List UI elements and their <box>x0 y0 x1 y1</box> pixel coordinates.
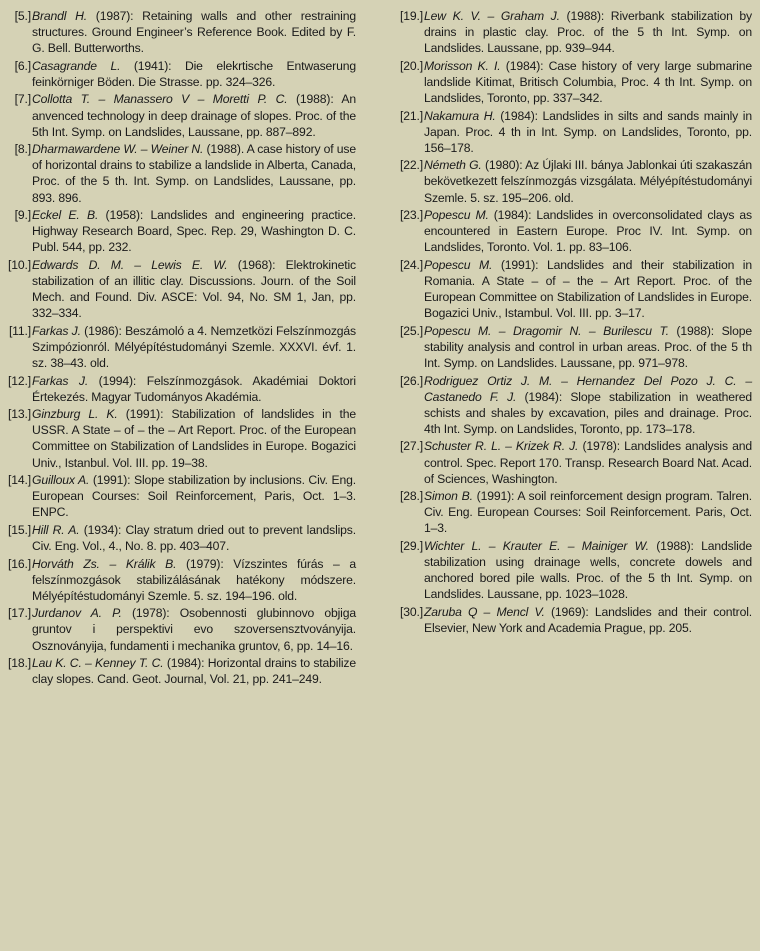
reference-item <box>4 655 356 687</box>
reference-item <box>396 108 752 156</box>
reference-text: (1988): Slope stability analysis and control in urban areas. Proc. of the 5 th Int. Symp. on Landslides. Laussane, pp. 971–978. <box>424 323 752 370</box>
reference-item <box>4 556 356 604</box>
reference-item <box>396 207 752 255</box>
reference-text: (1968): Elektrokinetic stabilization of an illitic clay. Discussions. Journ. of the Soil Mech. and Found. Div. ASCE: Vol. 94, No. SM 1, Jan, pp. 332–334. <box>32 257 356 321</box>
reference-authors: Eckel E. B. <box>32 208 99 223</box>
reference-authors: Németh G. <box>424 158 482 173</box>
reference-authors: Horváth Zs. – Králik B. <box>32 556 177 571</box>
reference-authors: Rodriguez Ortiz J. M. – Hernandez Del Pozo J. C. – Castanedo F. J. <box>424 373 752 404</box>
reference-text: (1978): Osobennosti glubinnovo objiga gruntov i perspektivi evo szoversensztvoványija. Osznoványija, fundamenti i mechanika gruntov, 6, pp. 14–16. <box>32 606 356 653</box>
reference-authors: Schuster R. L. – Krizek R. J. <box>424 439 579 454</box>
reference-number: [6.] <box>14 58 31 73</box>
reference-text: (1984): Slope stabilization in weathered schists and shales by excavation, piles and drainage. Proc. 4th Int. Symp. on Landslides, Toronto, pp. 173–178. <box>424 389 752 436</box>
reference-item <box>396 604 752 636</box>
reference-text: (1988): Riverbank stabilization by drains in plastic clay. Proc. of the 5 th Int. Symp. on Landslides. Laussane, pp. 939–944. <box>424 9 753 56</box>
reference-number: [12.] <box>8 373 31 388</box>
reference-text: (1984): Horizontal drains to stabilize clay slopes. Cand. Geot. Journal, Vol. 21, pp. 241–249. <box>32 656 357 687</box>
reference-number: [13.] <box>8 407 31 422</box>
reference-item <box>4 207 356 255</box>
reference-number: [18.] <box>8 656 31 671</box>
reference-authors: Dharmawardene W. – Weiner N. <box>32 142 204 157</box>
reference-number: [28.] <box>400 489 423 504</box>
reference-text: (1988): Landslide stabilization using drainage wells, concrete dowels and anchored bored pile walls. Proc. of the 5 th Int. Symp. on Landslides. Laussane, pp. 1023–1028. <box>424 539 752 602</box>
reference-text: (1941): Die elekrtische Entwaserung feinkörniger Böden. Die Strasse. pp. 324–326. <box>32 58 356 89</box>
reference-text: (1991): A soil reinforcement design program. Talren. Civ. Eng. European Courses: Soil Reinforcement. Paris, Oct. 1–3. <box>424 489 752 536</box>
reference-text: (1991): Landslides and their stabilization in Romania. A State – of – the – Art Report. Proc. of the European Committee on Stabilization of Landslides in Europe. Bogazici Univ., Istambul. Vol. III. pp. 3–17. <box>424 257 752 321</box>
reference-item <box>396 373 752 437</box>
reference-item <box>396 538 752 602</box>
reference-authors: Ginzburg L. K. <box>32 407 118 422</box>
reference-item <box>4 58 356 90</box>
reference-number: [22.] <box>400 158 423 173</box>
reference-item <box>396 257 752 321</box>
reference-number: [7.] <box>14 92 31 107</box>
reference-authors: Brandl H. <box>32 9 88 23</box>
reference-number: [27.] <box>400 439 423 454</box>
reference-authors: Edwards D. M. – Lewis E. W. <box>32 257 228 272</box>
reference-item <box>4 8 356 56</box>
reference-number: [26.] <box>400 373 423 388</box>
reference-item <box>396 8 752 56</box>
reference-item <box>4 522 356 554</box>
reference-number: [10.] <box>8 257 31 272</box>
reference-item <box>4 257 356 321</box>
reference-text: (1984): Landslides in overconsolidated clays as encountered in Eastern Europe. Proc IV. Int. Symp. on Landslides, Toronto. Vol. 1. pp. 83–106. <box>424 208 752 255</box>
reference-number: [5.] <box>14 9 31 23</box>
reference-text: (1988). A case history of use of horizontal drains to stabilize a landslide in Alberta, Canada, Proc. of the 5 th. Int. Symp. on Landslides, Laussane, pp. 893. 896. <box>32 142 356 205</box>
reference-number: [15.] <box>8 522 31 537</box>
reference-item <box>396 323 752 371</box>
reference-item <box>4 91 356 139</box>
reference-authors: Nakamura H. <box>424 108 496 123</box>
reference-item <box>396 157 752 205</box>
reference-number: [14.] <box>8 473 31 488</box>
reference-item <box>396 58 752 106</box>
reference-authors: Morisson K. I. <box>424 58 501 73</box>
reference-column-left <box>4 8 356 689</box>
reference-authors: Farkas J. <box>32 373 89 388</box>
reference-item <box>4 373 356 405</box>
reference-authors: Zaruba Q – Mencl V. <box>424 604 545 619</box>
reference-number: [25.] <box>400 323 423 338</box>
reference-text: (1934): Clay stratum dried out to prevent landslips. Civ. Eng. Vol., 4., No. 8. pp. 403–407. <box>32 522 356 553</box>
reference-authors: Popescu M. – Dragomir N. – Burilescu T. <box>424 323 669 338</box>
reference-item <box>396 438 752 486</box>
reference-number: [23.] <box>400 208 423 223</box>
reference-number: [20.] <box>400 58 423 73</box>
reference-text: (1988): An anvenced technology in deep drainage of slopes. Proc. of the 5th Int. Symp. on Landslides, Laussane, pp. 887–892. <box>32 92 356 139</box>
reference-text: (1991): Slope stabilization by inclusions. Civ. Eng. European Courses: Soil Reinforcement, Paris, Oct. 1–3. ENPC. <box>32 473 356 520</box>
reference-number: [19.] <box>400 9 423 23</box>
reference-item <box>4 472 356 520</box>
reference-number: [24.] <box>400 257 423 272</box>
reference-item <box>4 605 356 653</box>
reference-authors: Casagrande L. <box>32 58 121 73</box>
reference-authors: Hill R. A. <box>32 522 80 537</box>
reference-text: (1991): Stabilization of landslides in the USSR. A State – of – the – Art Report. Proc. of the European Committee on Stabilization of Landslides in Europe. Bogazici Univ., Istanbul. Vol. III. pp. 19–38. <box>32 407 356 470</box>
reference-text: (1984): Landslides in silts and sands mainly in Japan. Proc. 4 th in Int. Symp. on Landslides, Toronto, pp. 156–178. <box>424 108 752 155</box>
reference-number: [29.] <box>400 539 423 553</box>
reference-authors: Lew K. V. – Graham J. <box>424 9 560 23</box>
reference-number: [17.] <box>8 606 31 621</box>
reference-authors: Simon B. <box>424 489 473 504</box>
reference-number: [8.] <box>14 142 31 157</box>
reference-authors: Lau K. C. – Kenney T. C. <box>32 656 164 671</box>
reference-item <box>4 141 356 205</box>
reference-authors: Jurdanov A. P. <box>32 606 122 621</box>
reference-number: [16.] <box>8 556 31 571</box>
reference-text: (1978): Landslides analysis and control. Spec. Report 170. Transp. Research Board Nat. Acad. of Sciences, Washington. <box>424 439 752 486</box>
reference-item <box>4 406 356 470</box>
reference-text: (1958): Landslides and engineering practice. Highway Research Board, Spec. Rep. 29, Washington D. C. Publ. 544, pp. 232. <box>32 208 356 255</box>
reference-text: (1987): Retaining walls and other restraining structures. Ground Engineer’s Reference Book. Edited by F. G. Bell. Butterworths. <box>32 9 356 56</box>
reference-text: (1986): Beszámoló a 4. Nemzetközi Felszínmozgás Szimpózionról. Mélyépítéstudományi Szemle. XXXVI. évf. 1. sz. 38–43. old. <box>32 323 356 370</box>
reference-number: [11.] <box>8 323 31 338</box>
reference-authors: Popescu M. <box>424 257 493 272</box>
reference-authors: Guilloux A. <box>32 473 90 488</box>
reference-text: (1980): Az Újlaki III. bánya Jablonkai úti szakaszán bekövetkezett felszínmozgás vizsgálata. Mélyépítéstudományi Szemle. 5. sz. 195–206. old. <box>424 158 752 205</box>
reference-authors: Farkas J. <box>32 323 81 338</box>
reference-column-right <box>396 8 752 638</box>
reference-authors: Wichter L. – Krauter E. – Mainiger W. <box>424 539 649 553</box>
reference-item <box>4 323 356 371</box>
reference-text: (1979): Vízszintes fúrás – a felszínmozgások stabilizálásának hatékony módszere. Mélyépítéstudományi Szemle. 5. sz. 194–196. old. <box>32 556 356 603</box>
reference-number: [21.] <box>400 108 423 123</box>
reference-text: (1984): Case history of very large submarine landslide Kitimat, Britisch Columbia, Proc. 4 th Int. Symp. on Landslides, Toronto, pp. 337–342. <box>424 58 752 105</box>
reference-number: [30.] <box>400 604 423 619</box>
reference-number: [9.] <box>14 208 31 223</box>
reference-text: (1994): Felszínmozgások. Akadémiai Doktori Értekezés. Magyar Tudományos Akadémia. <box>32 373 356 404</box>
reference-authors: Collotta T. – Manassero V – Moretti P. C. <box>32 92 288 107</box>
reference-authors: Popescu M. <box>424 208 489 223</box>
reference-item <box>396 488 752 536</box>
reference-text: (1969): Landslides and their control. Elsevier, New York and Academia Prague, pp. 205. <box>424 604 752 635</box>
